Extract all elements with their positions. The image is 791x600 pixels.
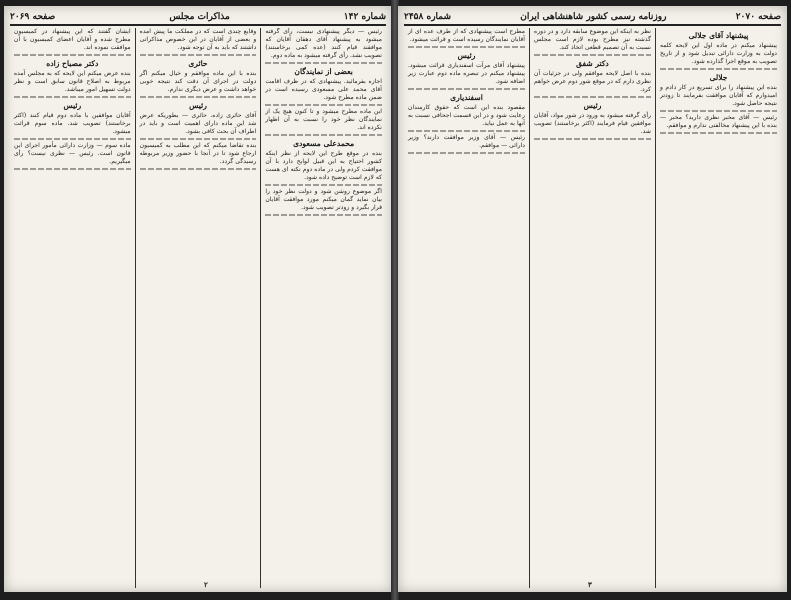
paragraph: بنده با اصل لایحه موافقم ولی در جزئیات آن نظری دارم که در موقع شور دوم عرض خواهم کرد.: [534, 70, 651, 93]
paragraph: وقایع چندی است که در مملکت ما پیش آمده و بعضی از آقایان در این خصوص مذاکراتی داشتند که باید به آن توجه شود.: [139, 28, 257, 51]
paragraph: اگر موضوع روشن شود و دولت نظر خود را بیان نماید گمان میکنم مورد موافقت آقایان قرار بگیرد و زودتر تصویب شود.: [265, 188, 382, 211]
text-line-fill: [140, 138, 257, 140]
text-line-fill: [408, 130, 525, 132]
speaker-heading: اسفندیاری: [450, 93, 483, 102]
speaker-heading: دکتر مصباح زاده: [46, 59, 99, 68]
right-page-number: صفحه ۲۰۷۰: [735, 12, 781, 22]
left-page-number: صفحه ۲۰۶۹: [10, 12, 56, 22]
right-running-title: روزنامه رسمی کشور شاهنشاهی ایران: [520, 12, 667, 22]
text-line-fill: [408, 88, 525, 90]
text-line-fill: [265, 184, 382, 186]
left-folio: ۲: [204, 580, 208, 589]
right-page-column: [404, 28, 529, 588]
paragraph: رئیس — آقای مخبر نظری دارید؟ مخبر — بنده با این پیشنهاد مخالفتی ندارم و موافقم.: [660, 114, 777, 129]
paragraph: پیشنهاد میکنم در ماده اول این لایحه کلمه دولت به وزارت دارائی تبدیل شود و از تاریخ تصویب به موقع اجرا گذارده شود.: [660, 42, 777, 65]
paragraph: رأی گرفته میشود به ورود در شور مواد، آقایان موافقین قیام فرمایند (اکثر برخاستند) تصویب شد.: [534, 112, 651, 135]
right-folio: ۳: [588, 580, 592, 589]
left-page: [4, 6, 392, 592]
text-line-fill: [408, 46, 525, 48]
paragraph: آقایان موافقین با ماده دوم قیام کنند (اکثر برخاستند) تصویب شد. ماده سوم قرائت میشود.: [13, 112, 131, 135]
speaker-heading: جلالی: [709, 73, 728, 82]
right-columns: [404, 28, 781, 588]
text-line-fill: [534, 96, 651, 98]
text-line-fill: [265, 214, 382, 216]
text-line-fill: [660, 110, 777, 112]
paragraph: این ماده مطرح میشود و تا کنون هیچ یک از نمایندگان نظر خود را نسبت به آن اظهار نکرده اند.: [265, 108, 382, 131]
text-line-fill: [14, 54, 131, 56]
speaker-heading: رئیس: [583, 101, 602, 110]
left-page-column: [260, 28, 386, 588]
paragraph: پیشنهاد آقای مرآت اسفندیاری قرائت میشود. پیشنهاد میکنم در تبصره ماده دوم عبارت زیر اضافه شود.: [408, 62, 525, 85]
paragraph: آقای حائری زاده. حائری — بطوریکه عرض شد این ماده دارای اهمیت است و باید در اطراف آن بحث کافی بشود.: [139, 112, 257, 135]
left-page-column: [135, 28, 261, 588]
right-page-column: [655, 28, 781, 588]
left-page-column: [10, 28, 135, 588]
speaker-heading: بعضی از نمایندگان: [294, 67, 353, 76]
text-line-fill: [265, 134, 382, 136]
speaker-heading: دکتر شفق: [576, 59, 609, 68]
paragraph: اجازه بفرمائید. پیشنهادی که در ظرف اقامت آقای محمد علی مسعودی رسیده است در ضمن ماده مطرح شود.: [265, 78, 382, 101]
speaker-heading: رئیس: [63, 101, 82, 110]
left-page-header: [10, 10, 386, 26]
right-page-column: [529, 28, 655, 588]
text-line-fill: [140, 54, 257, 56]
right-page: [398, 6, 787, 592]
text-line-fill: [660, 132, 777, 134]
paragraph: نظر به اینکه این موضوع سابقه دارد و در دوره گذشته نیز مطرح بوده لازم است مجلس نسبت به آن تصمیم قطعی اتخاذ کند.: [534, 28, 651, 51]
text-line-fill: [265, 62, 382, 64]
right-issue-number: شماره ۲۴۵۸: [404, 12, 452, 22]
left-issue-number: شماره ۱۴۲: [343, 12, 386, 22]
paragraph: مقصود بنده این است که حقوق کارمندان رعایت شود و در این قسمت اجحافی نسبت به آنها به عمل نیاید.: [408, 104, 525, 127]
left-columns: [10, 28, 386, 588]
left-running-title: مذاکرات مجلس: [169, 12, 230, 22]
speaker-heading: رئیس: [457, 51, 476, 60]
paragraph: بنده در موقع طرح این لایحه از نظر اینکه کشور احتیاج به این قبیل لوایح دارد با آن موافقت کردم ولی در ماده دوم نکته ای هست که لازم است توضیح داده شود.: [265, 150, 382, 181]
text-line-fill: [140, 96, 257, 98]
text-line-fill: [534, 54, 651, 56]
speaker-heading: حائری: [188, 59, 208, 68]
speaker-heading: رئیس: [189, 101, 207, 110]
text-line-fill: [14, 168, 131, 170]
text-line-fill: [534, 138, 651, 140]
paragraph: مطرح است پیشنهادی که از طرف عده ای از آقایان نمایندگان رسیده است و قرائت میشود.: [408, 28, 525, 43]
right-page-header: [404, 10, 781, 26]
paragraph: ماده سوم — وزارت دارائی مأمور اجرای این قانون است. رئیس — نظری نیست؟ رأی میگیریم.: [13, 142, 131, 165]
paragraph: ایشان گفتند که این پیشنهاد در کمیسیون مطرح شده و آقایان اعضای کمیسیون با آن موافقت نموده اند.: [13, 28, 131, 51]
paragraph: بنده این پیشنهاد را برای تسریع در کار دادم و امیدوارم که آقایان موافقت بفرمایند تا زودتر نتیجه حاصل شود.: [660, 84, 777, 107]
text-line-fill: [14, 138, 131, 140]
text-line-fill: [660, 68, 777, 70]
speaker-heading: پیشنهاد آقای جلالی: [688, 31, 749, 40]
paragraph: رئیس — آقای وزیر موافقت دارند؟ وزیر دارائی — موافقم.: [408, 134, 525, 149]
paragraph: بنده تقاضا میکنم که این مطلب به کمیسیون ارجاع شود تا در آنجا با حضور وزیر مربوطه رسیدگی گردد.: [139, 142, 257, 165]
paragraph: رئیس — دیگر پیشنهادی نیست، رأی گرفته میشود به پیشنهاد آقای دهقان آقایان که موافقند قیام کنند (عده کمی برخاستند) تصویب نشد. رأی گرفته میشود به ماده دوم.: [265, 28, 382, 59]
paragraph: بنده با این ماده موافقم و خیال میکنم اگر دولت در اجرای آن دقت کند نتیجه خوبی خواهد داشت و عرض دیگری ندارم.: [139, 70, 257, 93]
speaker-heading: محمدعلی مسعودی: [293, 139, 355, 148]
paragraph: بنده عرض میکنم این لایحه که به مجلس آمده مربوط به اصلاح قانون سابق است و نظر دولت تسهیل امور میباشد.: [13, 70, 131, 93]
text-line-fill: [265, 104, 382, 106]
text-line-fill: [408, 152, 525, 154]
text-line-fill: [14, 96, 131, 98]
text-line-fill: [140, 168, 257, 170]
